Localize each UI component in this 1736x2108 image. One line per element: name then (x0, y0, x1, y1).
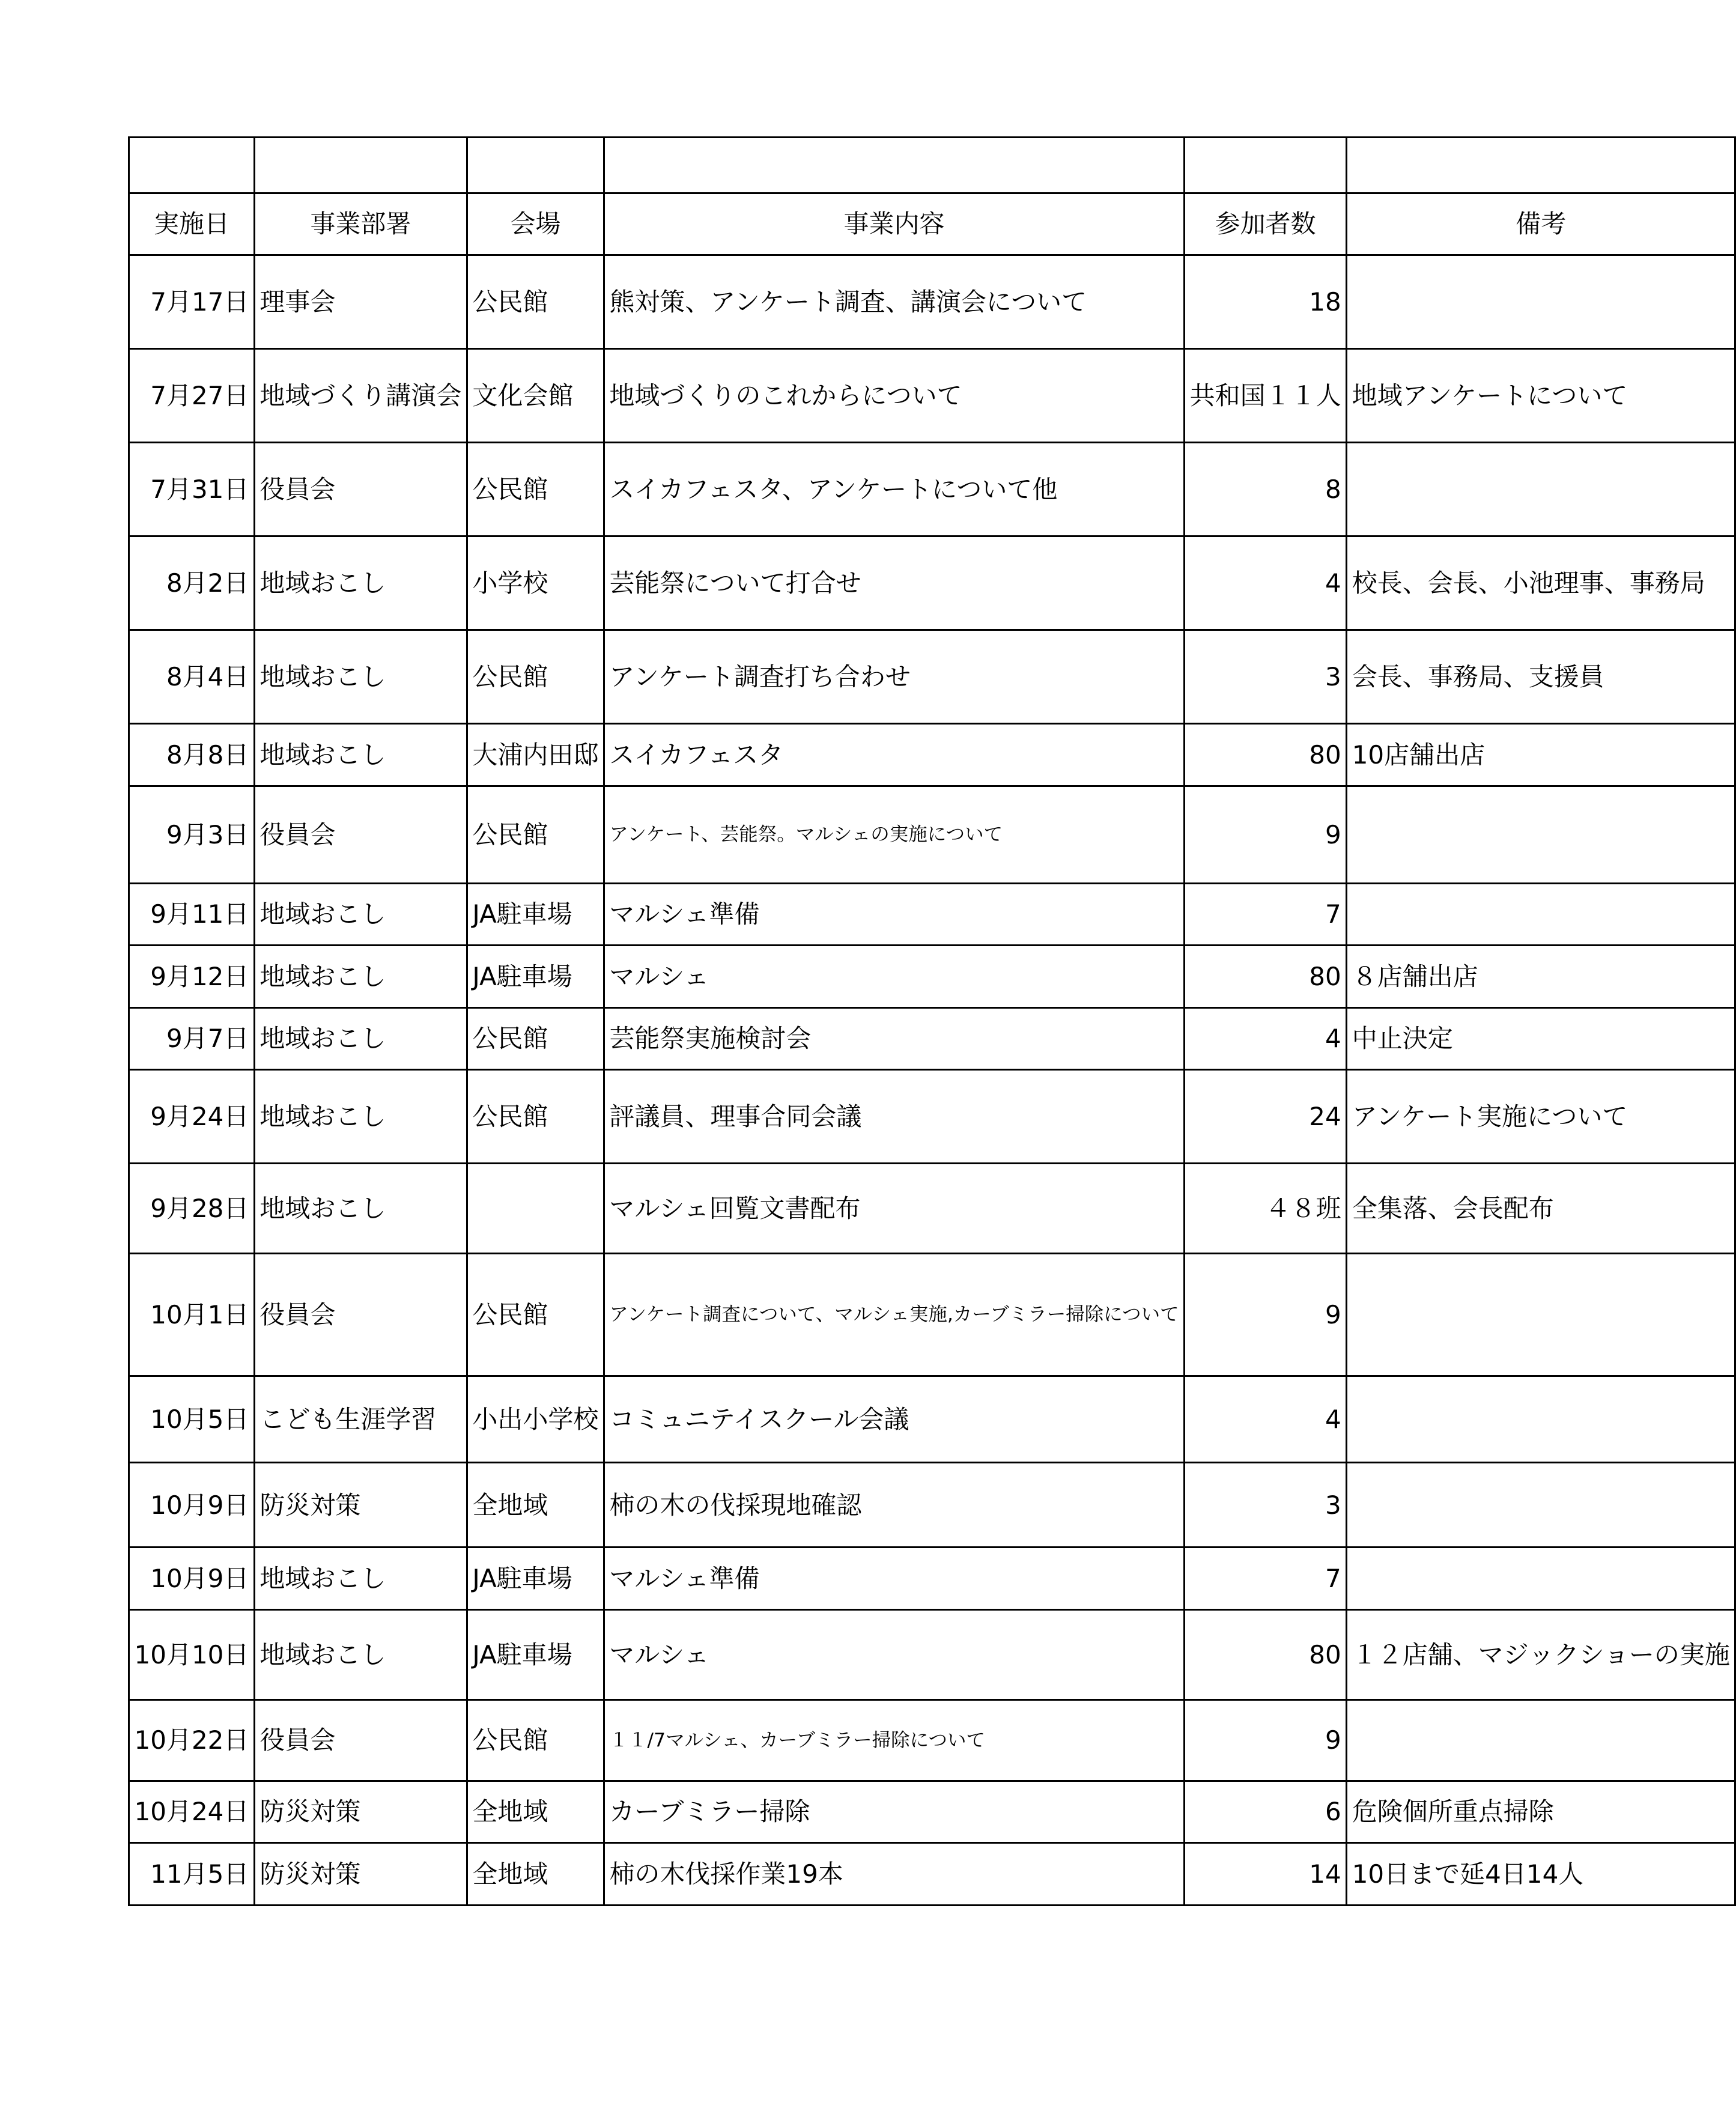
content-cell: マルシェ準備 (604, 883, 1184, 946)
table-cell (1347, 137, 1735, 193)
department-cell: 地域おこし (254, 630, 467, 724)
venue-cell: JA駐車場 (467, 883, 604, 946)
participants-cell: 9 (1185, 1699, 1347, 1781)
department-cell: 地域おこし (254, 1164, 467, 1254)
department-cell: 地域おこし (254, 883, 467, 946)
department-cell: 防災対策 (254, 1781, 467, 1843)
notes-cell: 10店舗出店 (1347, 724, 1735, 786)
notes-cell: 地域アンケートについて (1347, 349, 1735, 443)
participants-cell: 共和国１１人 (1185, 349, 1347, 443)
date-cell: 11月5日 (129, 1843, 255, 1906)
notes-cell (1347, 1548, 1735, 1610)
department-cell: 防災対策 (254, 1463, 467, 1548)
table-row (129, 630, 1735, 724)
header-notes: 備考 (1347, 193, 1735, 255)
date-cell: 9月3日 (129, 786, 255, 883)
participants-cell: 4 (1185, 536, 1347, 630)
content-cell: 地域づくりのこれからについて (604, 349, 1184, 443)
notes-cell: 中止決定 (1347, 1007, 1735, 1070)
date-cell: 10月10日 (129, 1609, 255, 1699)
venue-cell: 公民館 (467, 1254, 604, 1376)
table-cell (1185, 137, 1347, 193)
table-row (129, 1164, 1735, 1254)
department-cell: 地域おこし (254, 1070, 467, 1164)
participants-cell: 4 (1185, 1007, 1347, 1070)
date-cell: 7月27日 (129, 349, 255, 443)
date-cell: 9月24日 (129, 1070, 255, 1164)
content-cell: マルシェ準備 (604, 1548, 1184, 1610)
department-cell: 地域おこし (254, 946, 467, 1008)
table-row (129, 255, 1735, 349)
participants-cell: 24 (1185, 1070, 1347, 1164)
participants-cell: 3 (1185, 1463, 1347, 1548)
participants-cell: 6 (1185, 1781, 1347, 1843)
participants-cell: 4 (1185, 1376, 1347, 1463)
notes-cell: 危険個所重点掃除 (1347, 1781, 1735, 1843)
venue-cell: 小出小学校 (467, 1376, 604, 1463)
content-cell: アンケート調査について、マルシェ実施,カーブミラー掃除について (604, 1254, 1184, 1376)
participants-cell: 9 (1185, 1254, 1347, 1376)
content-cell: コミュニテイスクール会議 (604, 1376, 1184, 1463)
table-row (129, 349, 1735, 443)
table-row (129, 1463, 1735, 1548)
participants-cell: 9 (1185, 786, 1347, 883)
participants-cell: 18 (1185, 255, 1347, 349)
date-cell: 9月7日 (129, 1007, 255, 1070)
table-cell (254, 137, 467, 193)
header-date: 実施日 (129, 193, 255, 255)
date-cell: 10月24日 (129, 1781, 255, 1843)
notes-cell (1347, 786, 1735, 883)
table-row (129, 883, 1735, 946)
department-cell: 役員会 (254, 443, 467, 536)
department-cell: 防災対策 (254, 1843, 467, 1906)
header-department: 事業部署 (254, 193, 467, 255)
table-row (129, 724, 1735, 786)
venue-cell: 文化会館 (467, 349, 604, 443)
header-venue: 会場 (467, 193, 604, 255)
notes-cell (1347, 1463, 1735, 1548)
date-cell: 9月12日 (129, 946, 255, 1008)
content-cell: 柿の木の伐採現地確認 (604, 1463, 1184, 1548)
notes-cell: ８店舗出店 (1347, 946, 1735, 1008)
date-cell: 10月5日 (129, 1376, 255, 1463)
date-cell: 10月1日 (129, 1254, 255, 1376)
date-cell: 10月9日 (129, 1463, 255, 1548)
header-participants: 参加者数 (1185, 193, 1347, 255)
venue-cell (467, 1164, 604, 1254)
notes-cell (1347, 443, 1735, 536)
venue-cell: 公民館 (467, 1699, 604, 1781)
venue-cell: 大浦内田邸 (467, 724, 604, 786)
table-row (129, 1609, 1735, 1699)
venue-cell: 公民館 (467, 1007, 604, 1070)
table-cell (129, 137, 255, 193)
notes-cell: 校長、会長、小池理事、事務局 (1347, 536, 1735, 630)
date-cell: 9月28日 (129, 1164, 255, 1254)
content-cell: マルシェ (604, 1609, 1184, 1699)
table-row (129, 1254, 1735, 1376)
participants-cell: 8 (1185, 443, 1347, 536)
header-row (129, 193, 1735, 255)
venue-cell: 公民館 (467, 786, 604, 883)
table-row (129, 946, 1735, 1008)
venue-cell: 公民館 (467, 255, 604, 349)
table-row (129, 1548, 1735, 1610)
content-cell: 熊対策、アンケート調査、講演会について (604, 255, 1184, 349)
department-cell: 地域おこし (254, 724, 467, 786)
department-cell: 役員会 (254, 786, 467, 883)
date-cell: 8月8日 (129, 724, 255, 786)
content-cell: スイカフェスタ、アンケートについて他 (604, 443, 1184, 536)
header-content: 事業内容 (604, 193, 1184, 255)
venue-cell: 公民館 (467, 443, 604, 536)
blank-row (129, 137, 1735, 193)
content-cell: カーブミラー掃除 (604, 1781, 1184, 1843)
participants-cell: 14 (1185, 1843, 1347, 1906)
table-row (129, 786, 1735, 883)
notes-cell: 10日まで延4日14人 (1347, 1843, 1735, 1906)
content-cell: マルシェ (604, 946, 1184, 1008)
content-cell: スイカフェスタ (604, 724, 1184, 786)
date-cell: 8月2日 (129, 536, 255, 630)
table-row (129, 1781, 1735, 1843)
table-cell (604, 137, 1184, 193)
participants-cell: 80 (1185, 1609, 1347, 1699)
table-row (129, 1843, 1735, 1906)
notes-cell: アンケート実施について (1347, 1070, 1735, 1164)
content-cell: アンケート、芸能祭。マルシェの実施について (604, 786, 1184, 883)
notes-cell: 会長、事務局、支援員 (1347, 630, 1735, 724)
notes-cell (1347, 883, 1735, 946)
venue-cell: 全地域 (467, 1843, 604, 1906)
participants-cell: 7 (1185, 1548, 1347, 1610)
content-cell: 芸能祭について打合せ (604, 536, 1184, 630)
venue-cell: 公民館 (467, 630, 604, 724)
notes-cell (1347, 255, 1735, 349)
participants-cell: 7 (1185, 883, 1347, 946)
date-cell: 7月31日 (129, 443, 255, 536)
department-cell: こども生涯学習 (254, 1376, 467, 1463)
table-cell (467, 137, 604, 193)
date-cell: 10月9日 (129, 1548, 255, 1610)
content-cell: 評議員、理事合同会議 (604, 1070, 1184, 1164)
department-cell: 地域おこし (254, 536, 467, 630)
notes-cell (1347, 1699, 1735, 1781)
notes-cell: 全集落、会長配布 (1347, 1164, 1735, 1254)
content-cell: 芸能祭実施検討会 (604, 1007, 1184, 1070)
notes-cell (1347, 1376, 1735, 1463)
content-cell: マルシェ回覧文書配布 (604, 1164, 1184, 1254)
venue-cell: 全地域 (467, 1781, 604, 1843)
venue-cell: JA駐車場 (467, 1609, 604, 1699)
notes-cell: １２店舗、マジックショーの実施 (1347, 1609, 1735, 1699)
department-cell: 地域おこし (254, 1007, 467, 1070)
notes-cell (1347, 1254, 1735, 1376)
participants-cell: 80 (1185, 946, 1347, 1008)
venue-cell: 全地域 (467, 1463, 604, 1548)
table-row (129, 443, 1735, 536)
date-cell: 9月11日 (129, 883, 255, 946)
venue-cell: 公民館 (467, 1070, 604, 1164)
content-cell: １１/7マルシェ、カーブミラー掃除について (604, 1699, 1184, 1781)
table-row (129, 1699, 1735, 1781)
department-cell: 地域おこし (254, 1609, 467, 1699)
department-cell: 役員会 (254, 1699, 467, 1781)
table-row (129, 536, 1735, 630)
activity-table (128, 136, 1736, 1906)
participants-cell: 80 (1185, 724, 1347, 786)
department-cell: 理事会 (254, 255, 467, 349)
department-cell: 役員会 (254, 1254, 467, 1376)
table-row (129, 1007, 1735, 1070)
venue-cell: JA駐車場 (467, 946, 604, 1008)
content-cell: アンケート調査打ち合わせ (604, 630, 1184, 724)
participants-cell: ４８班 (1185, 1164, 1347, 1254)
date-cell: 10月22日 (129, 1699, 255, 1781)
department-cell: 地域づくり講演会 (254, 349, 467, 443)
date-cell: 7月17日 (129, 255, 255, 349)
table-row (129, 1070, 1735, 1164)
department-cell: 地域おこし (254, 1548, 467, 1610)
date-cell: 8月4日 (129, 630, 255, 724)
table-row (129, 1376, 1735, 1463)
content-cell: 柿の木伐採作業19本 (604, 1843, 1184, 1906)
venue-cell: 小学校 (467, 536, 604, 630)
venue-cell: JA駐車場 (467, 1548, 604, 1610)
participants-cell: 3 (1185, 630, 1347, 724)
